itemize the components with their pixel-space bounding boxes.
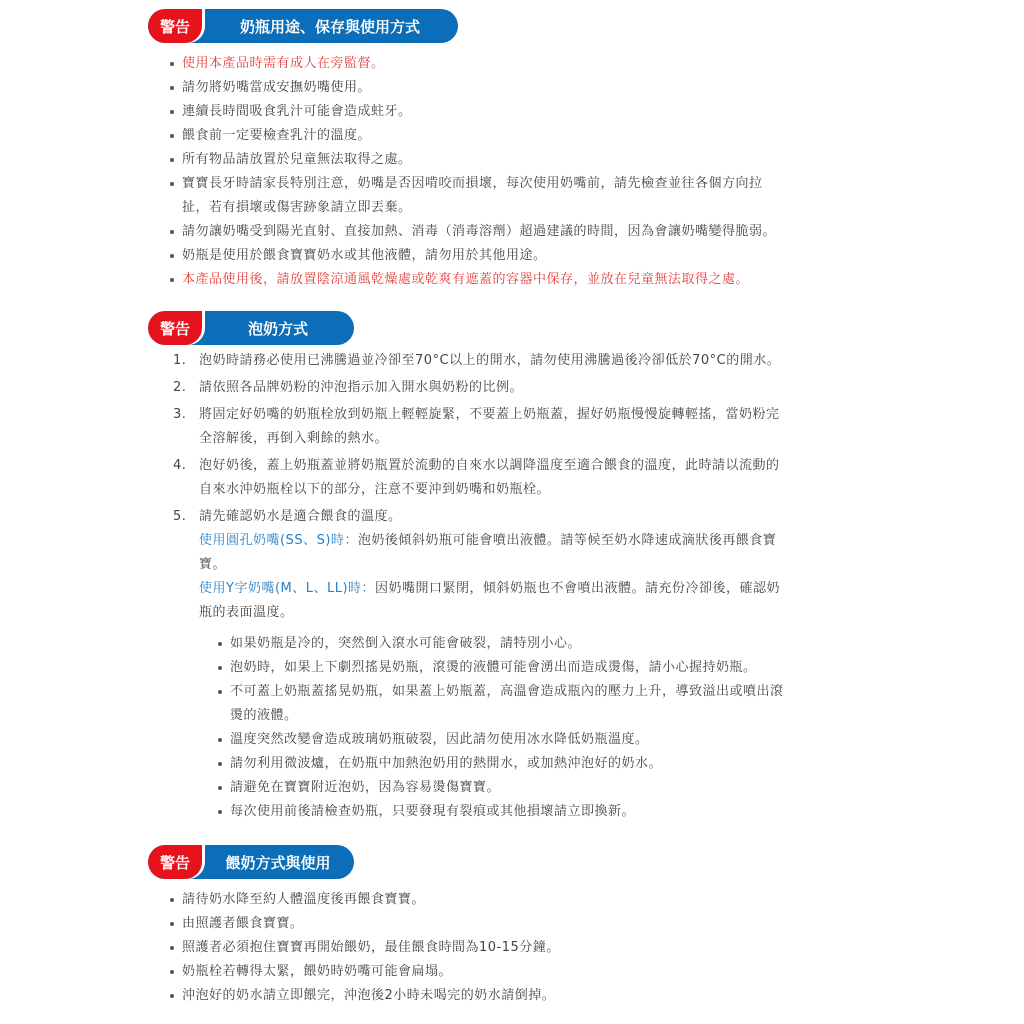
list-item: 奶瓶是使用於餵食寶寶奶水或其他液體，請勿用於其他用途。 — [182, 244, 902, 268]
step-number: 1. — [173, 353, 187, 368]
list-item: 請避免在寶寶附近泡奶，因為容易燙傷寶寶。 — [230, 776, 890, 800]
list-item-line: 不可蓋上奶瓶蓋搖晃奶瓶，如果蓋上奶瓶蓋，高溫會造成瓶內的壓力上升，導致溢出或噴出滾 — [230, 684, 784, 699]
list-item: 連續長時間吸食乳汁可能會造成蛀牙。 — [182, 100, 902, 124]
list-item: 請待奶水降至約人體溫度後再餵食寶寶。 — [182, 888, 902, 912]
step-text: 泡好奶後，蓋上奶瓶蓋並將奶瓶置於流動的自來水以調降溫度至適合餵食的溫度，此時請以流動的 — [199, 458, 780, 473]
section-title: 餵奶方式與使用 — [225, 853, 331, 872]
step-text: 請依照各品牌奶粉的沖泡指示加入開水與奶粉的比例。 — [199, 380, 524, 395]
step-item — [173, 349, 889, 373]
list-item: 照護者必須抱住寶寶再開始餵奶，最佳餵食時間為10-15分鐘。 — [182, 936, 902, 960]
step-number: 2. — [173, 380, 187, 395]
step-item — [173, 454, 889, 502]
list-item: 請勿將奶嘴當成安撫奶嘴使用。 — [182, 76, 902, 100]
step-number: 4. — [173, 458, 187, 473]
list-item: 請勿讓奶嘴受到陽光直射、直接加熱、消毒（消毒溶劑）超過建議的時間，因為會讓奶嘴變得脆弱。 — [182, 220, 902, 244]
section-header-preparation — [148, 311, 354, 345]
list-item-line: 扯，若有損壞或傷害跡象請立即丟棄。 — [182, 200, 412, 215]
step-number: 3. — [173, 407, 187, 422]
section-title: 泡奶方式 — [247, 319, 308, 338]
round-nipple-text: 泡奶後傾斜奶瓶可能會噴出液體。請等候至奶水降速成滴狀後再餵食寶 — [357, 533, 777, 548]
step-item — [173, 376, 889, 400]
y-nipple-text: 因奶嘴開口緊閉，傾斜奶瓶也不會噴出液體。請充份冷卻後，確認奶 — [375, 581, 781, 596]
section-header-storage — [148, 9, 458, 43]
step-text: 自來水沖奶瓶栓以下的部分，注意不要沖到奶嘴和奶瓶栓。 — [199, 482, 551, 497]
list-item: 請勿利用微波爐，在奶瓶中加熱泡奶用的熱開水，或加熱沖泡好的奶水。 — [230, 752, 890, 776]
list-item: 泡奶時，如果上下劇烈搖晃奶瓶，滾燙的液體可能會湧出而造成燙傷，請小心握持奶瓶。 — [230, 656, 890, 680]
step-number: 5. — [173, 509, 187, 524]
step-text: 泡奶時請務必使用已沸騰過並冷卻至70°C以上的開水，請勿使用沸騰過後冷卻低於70°C的開水。 — [199, 353, 781, 368]
warning-badge: 警告 — [148, 9, 202, 43]
section-title: 奶瓶用途、保存與使用方式 — [239, 17, 420, 36]
list-item-line: 寶寶長牙時請家長特別注意，奶嘴是否因啃咬而損壞，每次使用奶嘴前，請先檢查並往各個方向拉 — [182, 176, 763, 191]
section-header-feeding — [148, 845, 354, 879]
step-item — [173, 403, 889, 451]
list-item: 如果奶瓶是冷的，突然倒入滾水可能會破裂，請特別小心。 — [230, 632, 890, 656]
list-item-line: 燙的液體。 — [230, 708, 298, 723]
list-item: 使用本產品時需有成人在旁監督。 — [182, 52, 902, 76]
y-nipple-label: 使用Y字奶嘴(M、L、LL)時： — [199, 581, 376, 596]
list-item: 所有物品請放置於兒童無法取得之處。 — [182, 148, 902, 172]
y-nipple-text: 瓶的表面溫度。 — [199, 605, 294, 620]
step-item — [173, 505, 889, 625]
round-nipple-label: 使用圓孔奶嘴(SS、S)時： — [199, 533, 358, 548]
step-text: 將固定好奶嘴的奶瓶栓放到奶瓶上輕輕旋緊，不要蓋上奶瓶蓋，握好奶瓶慢慢旋轉輕搖，當奶粉完 — [199, 407, 780, 422]
list-item: 每次使用前後請檢查奶瓶，只要發現有裂痕或其他損壞請立即換新。 — [230, 800, 890, 824]
warning-badge: 警告 — [148, 845, 202, 879]
feeding-list — [182, 888, 902, 1008]
preparation-cautions — [230, 632, 890, 824]
list-item — [230, 680, 890, 728]
warning-badge: 警告 — [148, 311, 202, 345]
list-item — [182, 172, 902, 220]
round-nipple-text: 寶。 — [199, 557, 227, 572]
preparation-steps — [173, 349, 889, 625]
list-item: 溫度突然改變會造成玻璃奶瓶破裂，因此請勿使用冰水降低奶瓶溫度。 — [230, 728, 890, 752]
list-item: 由照護者餵食寶寶。 — [182, 912, 902, 936]
list-item: 本產品使用後，請放置陰涼通風乾燥處或乾爽有遮蓋的容器中保存，並放在兒童無法取得之處。 — [182, 268, 902, 292]
storage-list — [182, 52, 902, 292]
step-text: 請先確認奶水是適合餵食的溫度。 — [199, 509, 402, 524]
list-item: 奶瓶栓若轉得太緊，餵奶時奶嘴可能會扁塌。 — [182, 960, 902, 984]
step-text: 全溶解後，再倒入剩餘的熱水。 — [199, 431, 389, 446]
list-item: 沖泡好的奶水請立即餵完，沖泡後2小時未喝完的奶水請倒掉。 — [182, 984, 902, 1008]
list-item: 餵食前一定要檢查乳汁的溫度。 — [182, 124, 902, 148]
